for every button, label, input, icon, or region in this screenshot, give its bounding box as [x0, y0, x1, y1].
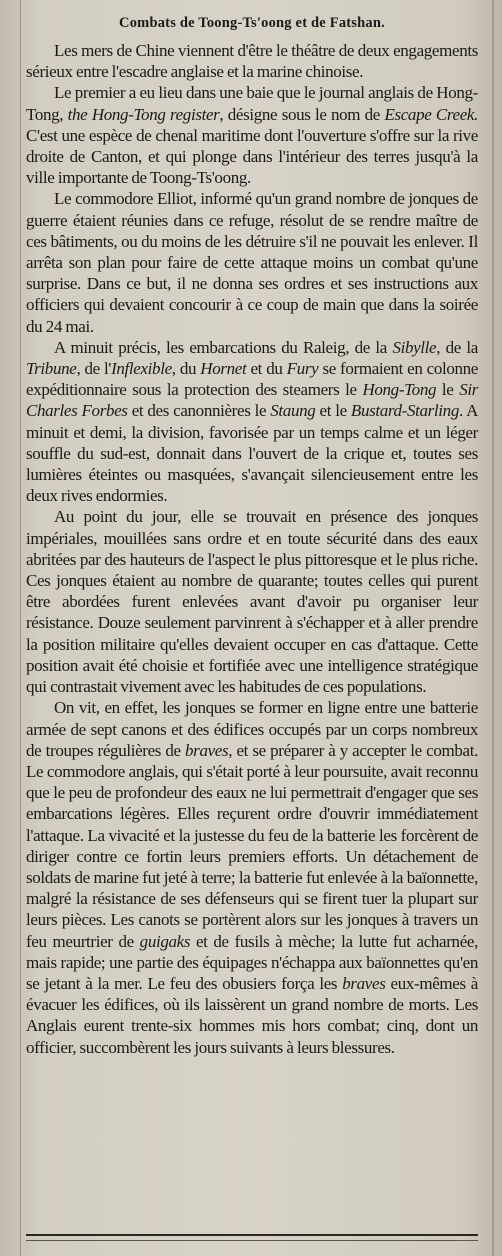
paragraph — [26, 697, 478, 1057]
italic-text: braves — [342, 973, 386, 993]
text-run: Les mers de Chine viennent d'être le théâtre de deux engagements sérieux entre l'escadre anglaise et la marine chinoise. — [26, 41, 478, 82]
column-rule-right — [492, 0, 494, 1256]
italic-text: Bustard-Starling — [350, 401, 459, 421]
text-run: A minuit précis, les embarcations du Raleig, de la — [54, 337, 393, 357]
paragraph — [26, 337, 478, 507]
text-run: et de fusils à mèche; la lutte fut acharnée, mais rapide; une partie des équipages n'échappa aux baïonnettes qu'en se jetant à la mer. Le feu des obusiers força les — [26, 931, 478, 993]
italic-text: braves — [185, 740, 229, 760]
text-run: C'est une espèce de chenal maritime dont l'ouverture s'offre sur la rive droite de Canton, et qui plonge dans l'intérieur des terres jusqu'à la ville importante de Toong-Ts'oong. — [26, 125, 478, 188]
text-run: Le premier a eu lieu dans une baie que le journal anglais de Hong-Tong, — [26, 83, 478, 124]
italic-text: Sir Charles Forbes — [26, 380, 478, 421]
text-run: , désigne sous le nom de — [219, 104, 385, 124]
text-run: On vit, en effet, les jonques se former en ligne entre une batterie armée de sept canons et des édifices occupés par un corps nombreux de troupes régulières de — [26, 698, 478, 760]
paragraph — [26, 506, 478, 697]
italic-text: Tribune — [26, 359, 77, 379]
column-rule-left — [20, 0, 21, 1256]
text-run: , de l' — [76, 359, 112, 379]
paragraph — [26, 82, 478, 188]
article-body — [26, 40, 478, 1058]
text-run: eux-mêmes à évacuer les édifices, où ils laissèrent un grand nombre de morts. Les Anglais eurent trente-six hommes mis hors combat; cinq, dont un officier, succombèrent les jours suivants à leurs blessures. — [26, 973, 478, 1057]
bottom-rule-thin — [26, 1240, 478, 1241]
text-run: et du — [246, 359, 287, 379]
italic-text: Fury — [286, 359, 319, 379]
text-run: et des canonnières le — [127, 401, 271, 421]
bottom-rule-thick — [26, 1234, 478, 1236]
text-run: , de la — [436, 337, 478, 357]
italic-text: Staung — [270, 401, 316, 421]
italic-text: Sibylle — [392, 337, 437, 357]
italic-text: guigaks — [139, 931, 191, 951]
text-run: , et se préparer à y accepter le combat. Le commodore anglais, qui s'était porté à leur poursuite, avait reconnu que le peu de profondeur des eaux ne lui permettrait d'engager que ses embarcations légères. Elles reçurent ordre d'ouvrir immédiatement l'attaque. La vivacité et la justesse du feu de la batterie les forcèrent de diriger contre ce fortin leurs premiers efforts. Un détachement de soldats de marine fut jeté à terre; la batterie fut enlevée à la baïonnette, malgré la résistance de ses défenseurs qui se firent tuer la plupart sur leurs pièces. Les canots se portèrent alors sur les jonques à travers un feu meurtrier de — [26, 740, 478, 951]
italic-text: the Hong-Tong register — [67, 104, 220, 124]
italic-text: Hong-Tong — [362, 380, 437, 400]
paragraph — [26, 40, 478, 82]
text-run: . A minuit et demi, la division, favorisée par un temps calme et un léger souffle du sud-est, donnait dans l'ouvert de la crique et, toutes ses lumières éteintes ou masquées, s'avançait silencieusement entre les deux rives endormies. — [26, 401, 478, 506]
article-title: Combats de Toong-Ts'oong et de Fatshan. — [119, 15, 385, 31]
italic-text: Inflexible — [111, 359, 172, 379]
italic-text: Escape Creek. — [384, 104, 478, 124]
italic-text: Hornet — [200, 359, 247, 379]
article — [26, 8, 478, 1058]
text-run: se formaient en colonne expéditionnaire sous la protection des steamers le — [26, 359, 478, 400]
text-run: Le commodore Elliot, informé qu'un grand nombre de jonques de guerre étaient réunies dans ce refuge, résolut de se rendre maître de ces bâtiments, ou du moins de les détruire s'il ne pouvait les enlever. Il arrêta son plan pour faire de cette attaque moins un combat qu'une surprise. Dans ce but, il ne donna ses ordres et ses instructions aux officiers qui devaient concourir à ce coup de main que dans la soirée du 24 mai. — [26, 189, 478, 336]
text-run: , du — [171, 359, 201, 379]
paragraph — [26, 188, 478, 336]
text-run: et le — [315, 401, 351, 421]
text-run: le — [436, 380, 460, 400]
text-run: Au point du jour, elle se trouvait en présence des jonques impériales, mouillées sans ordre et en toute sécurité dans des eaux abritées par des hauteurs de l'aspect le plus pittoresque et le plus riche. Ces jonques étaient au nombre de quarante; toutes celles qui purent être abordées furent enlevées avant d'avoir pu organiser leur résistance. Douze seulement parvinrent à s'échapper et à aller prendre la position militaire qu'elles devaient occuper en cas d'attaque. Cette position avait été choisie et fortifiée avec une intelligence stratégique qui contrastait vivement avec les habitudes de ces populations. — [26, 507, 478, 697]
